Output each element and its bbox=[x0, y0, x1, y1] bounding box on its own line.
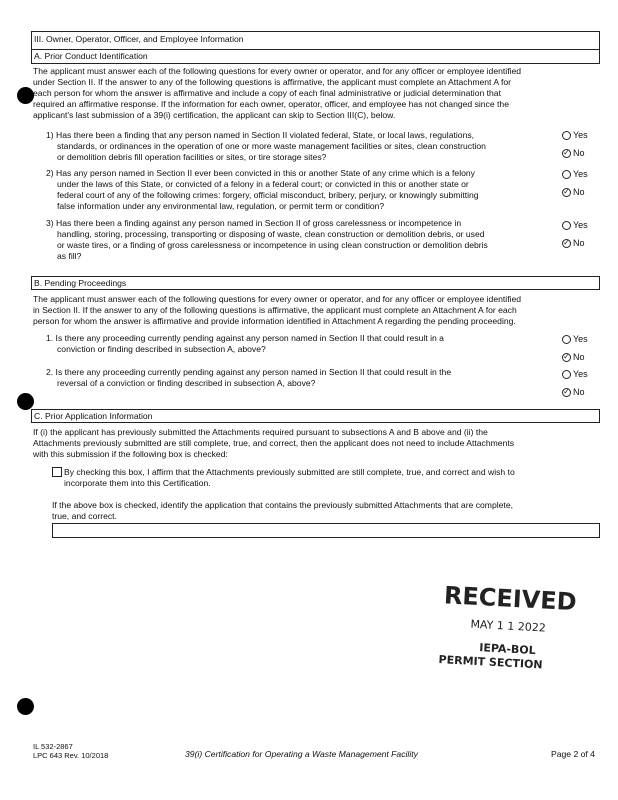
section-c-title: C. Prior Application Information bbox=[34, 411, 153, 421]
punch-hole-bottom bbox=[17, 698, 34, 715]
a1-no-radio[interactable]: ✓ No bbox=[563, 148, 585, 158]
form-revision: LPC 643 Rev. 10/2018 bbox=[33, 751, 109, 760]
footer-title: 39(i) Certification for Operating a Waste Management Facility bbox=[185, 749, 418, 759]
a2-yes-radio[interactable]: Yes bbox=[562, 169, 588, 179]
section-b-title: B. Pending Proceedings bbox=[34, 278, 127, 288]
punch-hole-top bbox=[17, 87, 34, 104]
b2-yes-radio[interactable]: Yes bbox=[562, 369, 588, 379]
a1-yes-radio[interactable]: Yes bbox=[562, 130, 588, 140]
section-header: III. Owner, Operator, Officer, and Employee Information bbox=[34, 34, 244, 44]
punch-hole-middle bbox=[17, 393, 34, 410]
b2-no-radio[interactable]: ✓ No bbox=[563, 387, 585, 397]
a3-no-radio[interactable]: ✓ No bbox=[563, 238, 585, 248]
section-a-title: A. Prior Conduct Identification bbox=[34, 51, 148, 61]
incorporate-checkbox[interactable] bbox=[52, 467, 62, 477]
b1-no-radio[interactable]: ✓ No bbox=[563, 352, 585, 362]
page-number: Page 2 of 4 bbox=[551, 749, 595, 759]
b1-yes-radio[interactable]: Yes bbox=[562, 334, 588, 344]
a2-no-radio[interactable]: ✓ No bbox=[563, 187, 585, 197]
section-c-title-box bbox=[31, 409, 600, 423]
application-input[interactable] bbox=[52, 523, 600, 538]
form-id: IL 532-2867 bbox=[33, 742, 73, 751]
section-header-box bbox=[31, 31, 600, 64]
section-b-title-box bbox=[31, 276, 600, 290]
a3-yes-radio[interactable]: Yes bbox=[562, 220, 588, 230]
received-stamp: RECEIVED MAY 1 1 2022 IEPA-BOL PERMIT SECTION bbox=[438, 581, 578, 672]
